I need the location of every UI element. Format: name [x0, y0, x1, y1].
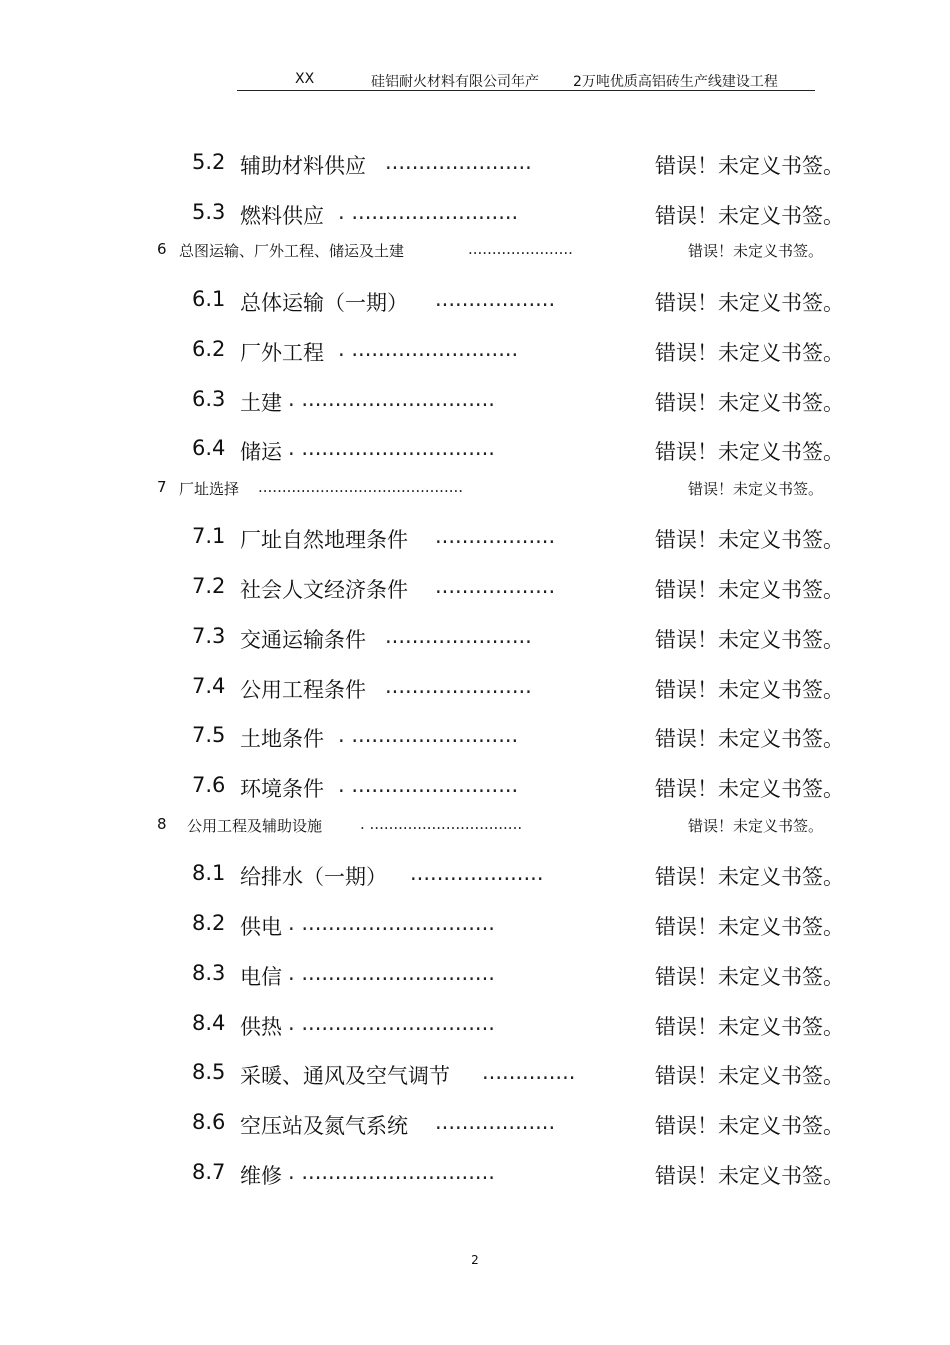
toc-entry-number: 6 — [157, 240, 167, 258]
toc-entry-leader-dots: .................. — [435, 574, 556, 598]
toc-entry-leader-dots: ........................................... — [258, 478, 464, 496]
toc-entry-leader-dots: ...................... — [385, 674, 532, 698]
toc-entry[interactable] — [0, 624, 950, 656]
toc-entry[interactable] — [0, 574, 950, 606]
toc-entry-title: 厂址选择 — [179, 480, 240, 498]
toc-entry-title: 环境条件 — [240, 777, 324, 801]
toc-entry-page-ref: 错误！未定义书签。 — [655, 341, 844, 365]
toc-entry-title: 供热 — [240, 1015, 282, 1039]
toc-entry-page-ref: 错误！未定义书签。 — [655, 678, 844, 702]
toc-entry-leader-dots: . ............................. — [288, 387, 495, 411]
toc-entry-leader-dots: ...................... — [385, 624, 532, 648]
toc-entry-leader-dots: .................... — [410, 861, 544, 885]
toc-entry[interactable] — [0, 240, 950, 262]
toc-entry-title: 空压站及氮气系统 — [240, 1114, 408, 1138]
toc-entry-number: 6.1 — [192, 287, 226, 311]
page-number: 2 — [471, 1253, 479, 1267]
toc-entry-title: 土建 — [240, 391, 282, 415]
toc-entry-leader-dots: ...................... — [385, 150, 532, 174]
toc-entry-page-ref: 错误！未定义书签。 — [655, 1064, 844, 1088]
toc-entry[interactable] — [0, 524, 950, 556]
toc-entry-leader-dots: . ............................. — [288, 436, 495, 460]
toc-entry-title: 厂外工程 — [240, 341, 324, 365]
toc-entry[interactable] — [0, 1160, 950, 1192]
toc-entry-page-ref: 错误！未定义书签。 — [688, 817, 824, 835]
toc-entry-number: 8.5 — [192, 1060, 226, 1084]
toc-entry-page-ref: 错误！未定义书签。 — [655, 777, 844, 801]
toc-entry-page-ref: 错误！未定义书签。 — [655, 578, 844, 602]
toc-entry-leader-dots: . ............................. — [288, 1160, 495, 1184]
toc-entry-number: 7.2 — [192, 574, 226, 598]
header-company-prefix: XX — [295, 71, 315, 87]
toc-entry-number: 7.5 — [192, 723, 226, 747]
toc-entry-title: 交通运输条件 — [240, 628, 366, 652]
toc-entry-number: 7.1 — [192, 524, 226, 548]
toc-entry-leader-dots: . ......................... — [338, 337, 519, 361]
toc-entry[interactable] — [0, 1060, 950, 1092]
toc-entry-number: 6.2 — [192, 337, 226, 361]
toc-entry[interactable] — [0, 815, 950, 837]
toc-entry-leader-dots: .................. — [435, 524, 556, 548]
toc-entry-number: 8.4 — [192, 1011, 226, 1035]
toc-entry[interactable] — [0, 150, 950, 182]
toc-entry-title: 土地条件 — [240, 727, 324, 751]
toc-entry-title: 给排水（一期） — [240, 865, 387, 889]
toc-entry[interactable] — [0, 1011, 950, 1043]
toc-entry-page-ref: 错误！未定义书签。 — [655, 391, 844, 415]
toc-entry-page-ref: 错误！未定义书签。 — [655, 865, 844, 889]
header-company: 硅铝耐火材料有限公司年产 — [371, 74, 539, 90]
toc-entry-number: 5.2 — [192, 150, 226, 174]
toc-entry-title: 总体运输（一期） — [240, 291, 408, 315]
toc-entry-page-ref: 错误！未定义书签。 — [655, 727, 844, 751]
toc-entry-number: 8 — [157, 815, 167, 833]
toc-entry-page-ref: 错误！未定义书签。 — [655, 528, 844, 552]
toc-entry-page-ref: 错误！未定义书签。 — [655, 1164, 844, 1188]
toc-entry-page-ref: 错误！未定义书签。 — [655, 204, 844, 228]
toc-entry[interactable] — [0, 961, 950, 993]
toc-entry-title: 辅助材料供应 — [240, 154, 366, 178]
toc-entry[interactable] — [0, 674, 950, 706]
toc-entry-title: 公用工程条件 — [240, 678, 366, 702]
toc-entry-number: 6.3 — [192, 387, 226, 411]
toc-entry-leader-dots: . ................................ — [360, 815, 523, 833]
toc-entry-number: 7.3 — [192, 624, 226, 648]
toc-entry[interactable] — [0, 478, 950, 500]
toc-entry-title: 公用工程及辅助设施 — [187, 817, 323, 835]
toc-entry[interactable] — [0, 337, 950, 369]
page-header — [237, 68, 815, 91]
toc-entry-leader-dots: . ............................. — [288, 911, 495, 935]
toc-entry-leader-dots: . ............................. — [288, 961, 495, 985]
toc-entry-number: 7.4 — [192, 674, 226, 698]
toc-entry-number: 8.7 — [192, 1160, 226, 1184]
toc-entry[interactable] — [0, 911, 950, 943]
toc-entry-page-ref: 错误！未定义书签。 — [688, 480, 824, 498]
toc-entry-leader-dots: .............. — [482, 1060, 576, 1084]
toc-entry-page-ref: 错误！未定义书签。 — [655, 1114, 844, 1138]
toc-entry-leader-dots: . ......................... — [338, 773, 519, 797]
toc-entry-title: 供电 — [240, 915, 282, 939]
toc-entry-leader-dots: . ............................. — [288, 1011, 495, 1035]
toc-entry-title: 电信 — [240, 965, 282, 989]
toc-entry-number: 8.6 — [192, 1110, 226, 1134]
toc-entry[interactable] — [0, 387, 950, 419]
toc-entry-leader-dots: . ......................... — [338, 723, 519, 747]
toc-entry-leader-dots: .................. — [435, 287, 556, 311]
toc-entry-number: 7.6 — [192, 773, 226, 797]
toc-entry-title: 总图运输、厂外工程、储运及土建 — [179, 242, 405, 260]
toc-entry[interactable] — [0, 200, 950, 232]
toc-entry-page-ref: 错误！未定义书签。 — [655, 440, 844, 464]
toc-entry-page-ref: 错误！未定义书签。 — [655, 965, 844, 989]
toc-entry[interactable] — [0, 1110, 950, 1142]
toc-entry-page-ref: 错误！未定义书签。 — [655, 915, 844, 939]
toc-entry-title: 储运 — [240, 440, 282, 464]
toc-entry-page-ref: 错误！未定义书签。 — [655, 291, 844, 315]
toc-entry[interactable] — [0, 861, 950, 893]
toc-entry[interactable] — [0, 773, 950, 805]
toc-entry-title: 燃料供应 — [240, 204, 324, 228]
toc-entry-page-ref: 错误！未定义书签。 — [655, 1015, 844, 1039]
toc-entry-number: 8.3 — [192, 961, 226, 985]
toc-entry-leader-dots: .................. — [435, 1110, 556, 1134]
toc-entry-leader-dots: . ......................... — [338, 200, 519, 224]
toc-entry-title: 厂址自然地理条件 — [240, 528, 408, 552]
toc-entry-number: 8.2 — [192, 911, 226, 935]
toc-entry-page-ref: 错误！未定义书签。 — [688, 242, 824, 260]
toc-entry-number: 7 — [157, 478, 167, 496]
toc-entry-title: 社会人文经济条件 — [240, 578, 408, 602]
toc-entry[interactable] — [0, 723, 950, 755]
toc-entry-page-ref: 错误！未定义书签。 — [655, 154, 844, 178]
toc-entry-number: 5.3 — [192, 200, 226, 224]
header-project: 2万吨优质高铝砖生产线建设工程 — [573, 74, 778, 90]
toc-entry-number: 6.4 — [192, 436, 226, 460]
toc-entry-title: 维修 — [240, 1164, 282, 1188]
toc-entry-page-ref: 错误！未定义书签。 — [655, 628, 844, 652]
toc-entry-title: 采暖、通风及空气调节 — [240, 1064, 450, 1088]
toc-entry-leader-dots: ...................... — [468, 240, 573, 258]
toc-entry[interactable] — [0, 436, 950, 468]
toc-entry-number: 8.1 — [192, 861, 226, 885]
toc-entry[interactable] — [0, 287, 950, 319]
